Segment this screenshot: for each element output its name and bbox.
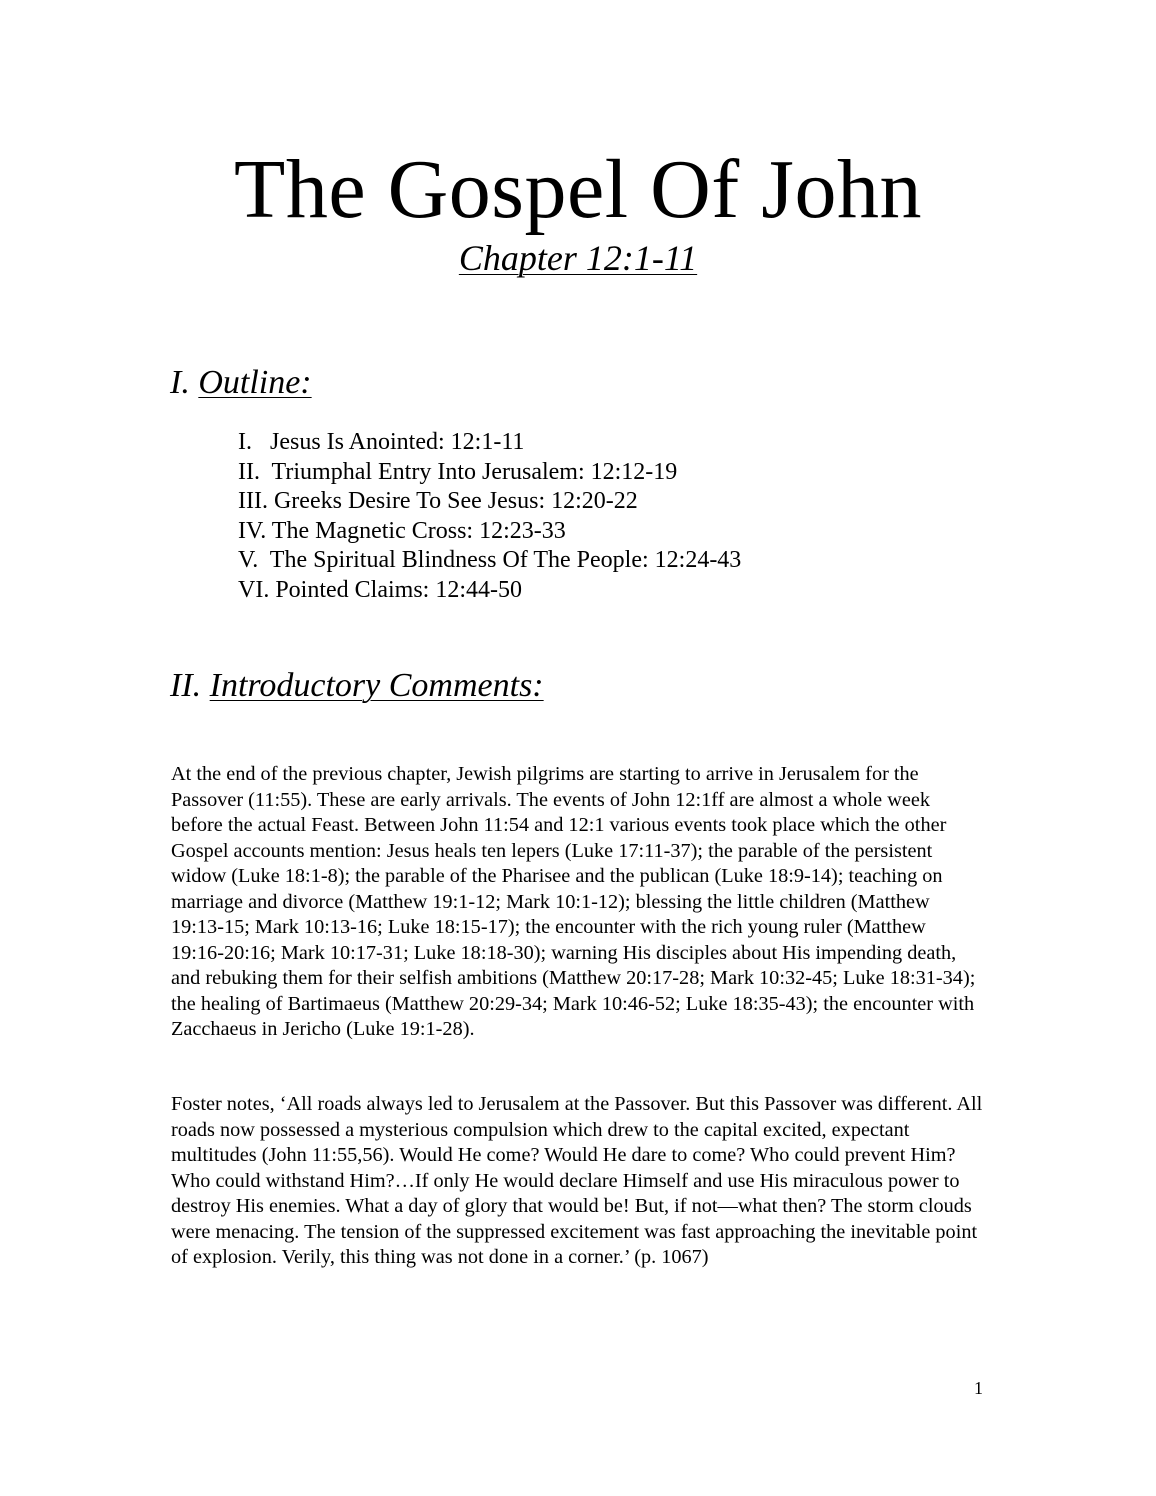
outline-item: I. Jesus Is Anointed: 12:1-11 (238, 429, 525, 455)
outline-item: VI. Pointed Claims: 12:44-50 (238, 576, 522, 603)
intro-paragraph: At the end of the previous chapter, Jewish pilgrims are starting to arrive in Jerusalem for the Passover (11:55). These are early arrivals. The events of John 12:1ff are almost a whole week before the actual Feast. Between John 11:54 and 12:1 various events took place which the other Gospel accounts mention: Jesus heals ten lepers (Luke 17:11-37); the parable of the persistent widow (Luke 18:1-8); the parable of the Pharisee and the publican (Luke 18:9-14); teaching on marriage and divorce (Matthew 19:1-12; Mark 10:1-12); blessing the little children (Matthew 19:13-15; Mark 10:13-16; Luke 18:15-17); the encounter with the rich young ruler (Matthew 19:16-20:16; Mark 10:17-31; Luke 18:18-30); warning His disciples about His impending death, and rebuking them for their selfish ambitions (Matthew 20:17-28; Mark 10:32-45; Luke 18:31-34); the healing of Bartimaeus (Matthew 20:29-34; Mark 10:46-52; Luke 18:35-43); the encounter with Zacchaeus in Jericho (Luke 19:1-28). (171, 763, 976, 1040)
intro-section-number: II. (170, 667, 202, 704)
foster-quote-paragraph: Foster notes, ‘All roads always led to Jerusalem at the Passover. But this Passover was different. All roads now possessed a mysterious compulsion which drew to the capital excited, expectant multitudes (John 11:55,56). Would He come? Would He dare to come? Who could prevent Him? Who could withstand Him?…If only He would declare Himself and use His miraculous power to destroy His enemies. What a day of glory that would be! But, if not—what then? The storm clouds were menacing. The tension of the suppressed excitement was fast approaching the inevitable point of explosion. Verily, this thing was not done in a corner.’ (p. 1067) (171, 1093, 983, 1268)
outline-item: IV. The Magnetic Cross: 12:23-33 (238, 517, 566, 544)
outline-list (238, 428, 741, 606)
page-number: 1 (974, 1378, 983, 1398)
outline-item: II. Triumphal Entry Into Jerusalem: 12:12-19 (238, 458, 678, 485)
document-subtitle: Chapter 12:1-11 (458, 238, 698, 278)
intro-section-heading (170, 665, 544, 707)
outline-section-heading (170, 362, 312, 404)
intro-section-label: Introductory Comments: (209, 667, 544, 704)
outline-section-number: I. (170, 364, 190, 401)
outline-section-label: Outline: (198, 364, 312, 401)
document-title: The Gospel Of John (234, 143, 922, 236)
outline-item: III. Greeks Desire To See Jesus: 12:20-22 (238, 488, 638, 515)
outline-item: V. The Spiritual Blindness Of The People: 12:24-43 (238, 547, 742, 574)
